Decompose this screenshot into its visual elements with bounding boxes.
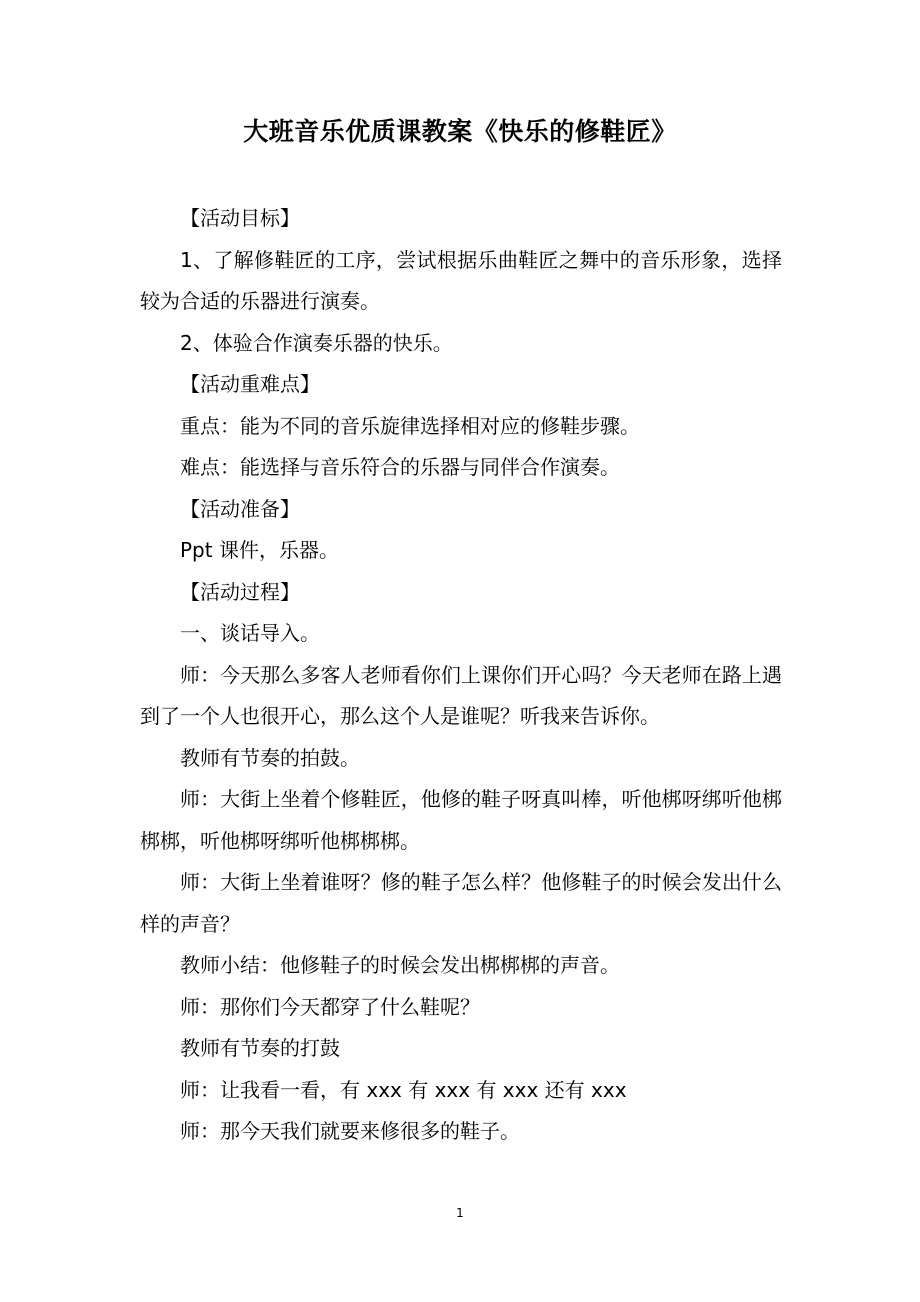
- paragraph-teacher-intro: 师：今天那么多客人老师看你们上课你们开心吗？今天老师在路上遇到了一个人也很开心，那么这个人是谁呢？听我来告诉你。: [140, 662, 782, 728]
- paragraph-teacher-summary: 教师小结：他修鞋子的时候会发出梆梆梆的声音。: [180, 953, 620, 977]
- paragraph-goal-1: 1、了解修鞋匠的工序，尝试根据乐曲鞋匠之舞中的音乐形象，选择较为合适的乐器进行演奏。: [140, 247, 782, 313]
- document-body: [140, 198, 782, 1153]
- paragraph-difficulty: 难点：能选择与音乐符合的乐器与同伴合作演奏。: [180, 455, 620, 479]
- page-number: 1: [456, 1206, 464, 1220]
- paragraph-key-point: 重点：能为不同的音乐旋律选择相对应的修鞋步骤。: [180, 413, 640, 438]
- paragraph-drum-play: 教师有节奏的打鼓: [180, 1036, 340, 1060]
- section-heading-activity-goals: 【活动目标】: [180, 206, 300, 230]
- paragraph-shoes-question: 师：那你们今天都穿了什么鞋呢？: [180, 994, 480, 1019]
- paragraph-step-1: 一、谈话导入。: [180, 621, 320, 645]
- paragraph-materials: Ppt 课件，乐器。: [180, 538, 339, 562]
- paragraph-drum-beat: 教师有节奏的拍鼓。: [180, 745, 360, 770]
- paragraph-look-around: 师：让我看一看，有 xxx 有 xxx 有 xxx 还有 xxx: [180, 1077, 627, 1102]
- section-heading-process: 【活动过程】: [180, 579, 300, 604]
- paragraph-teacher-questions: 师：大街上坐着谁呀？修的鞋子怎么样？他修鞋子的时候会发出什么样的声音？: [140, 870, 782, 936]
- paragraph-fix-shoes: 师：那今天我们就要来修很多的鞋子。: [180, 1119, 520, 1143]
- paragraph-goal-2: 2、体验合作演奏乐器的快乐。: [180, 330, 453, 355]
- paragraph-teacher-chant: 师：大街上坐着个修鞋匠，他修的鞋子呀真叫棒，听他梆呀绑听他梆梆梆，听他梆呀绑听他梆梆梆。: [140, 787, 782, 853]
- section-heading-preparation: 【活动准备】: [180, 496, 300, 521]
- document-title: 大班音乐优质课教案《快乐的修鞋匠》: [243, 117, 677, 146]
- section-heading-key-points: 【活动重难点】: [180, 372, 320, 396]
